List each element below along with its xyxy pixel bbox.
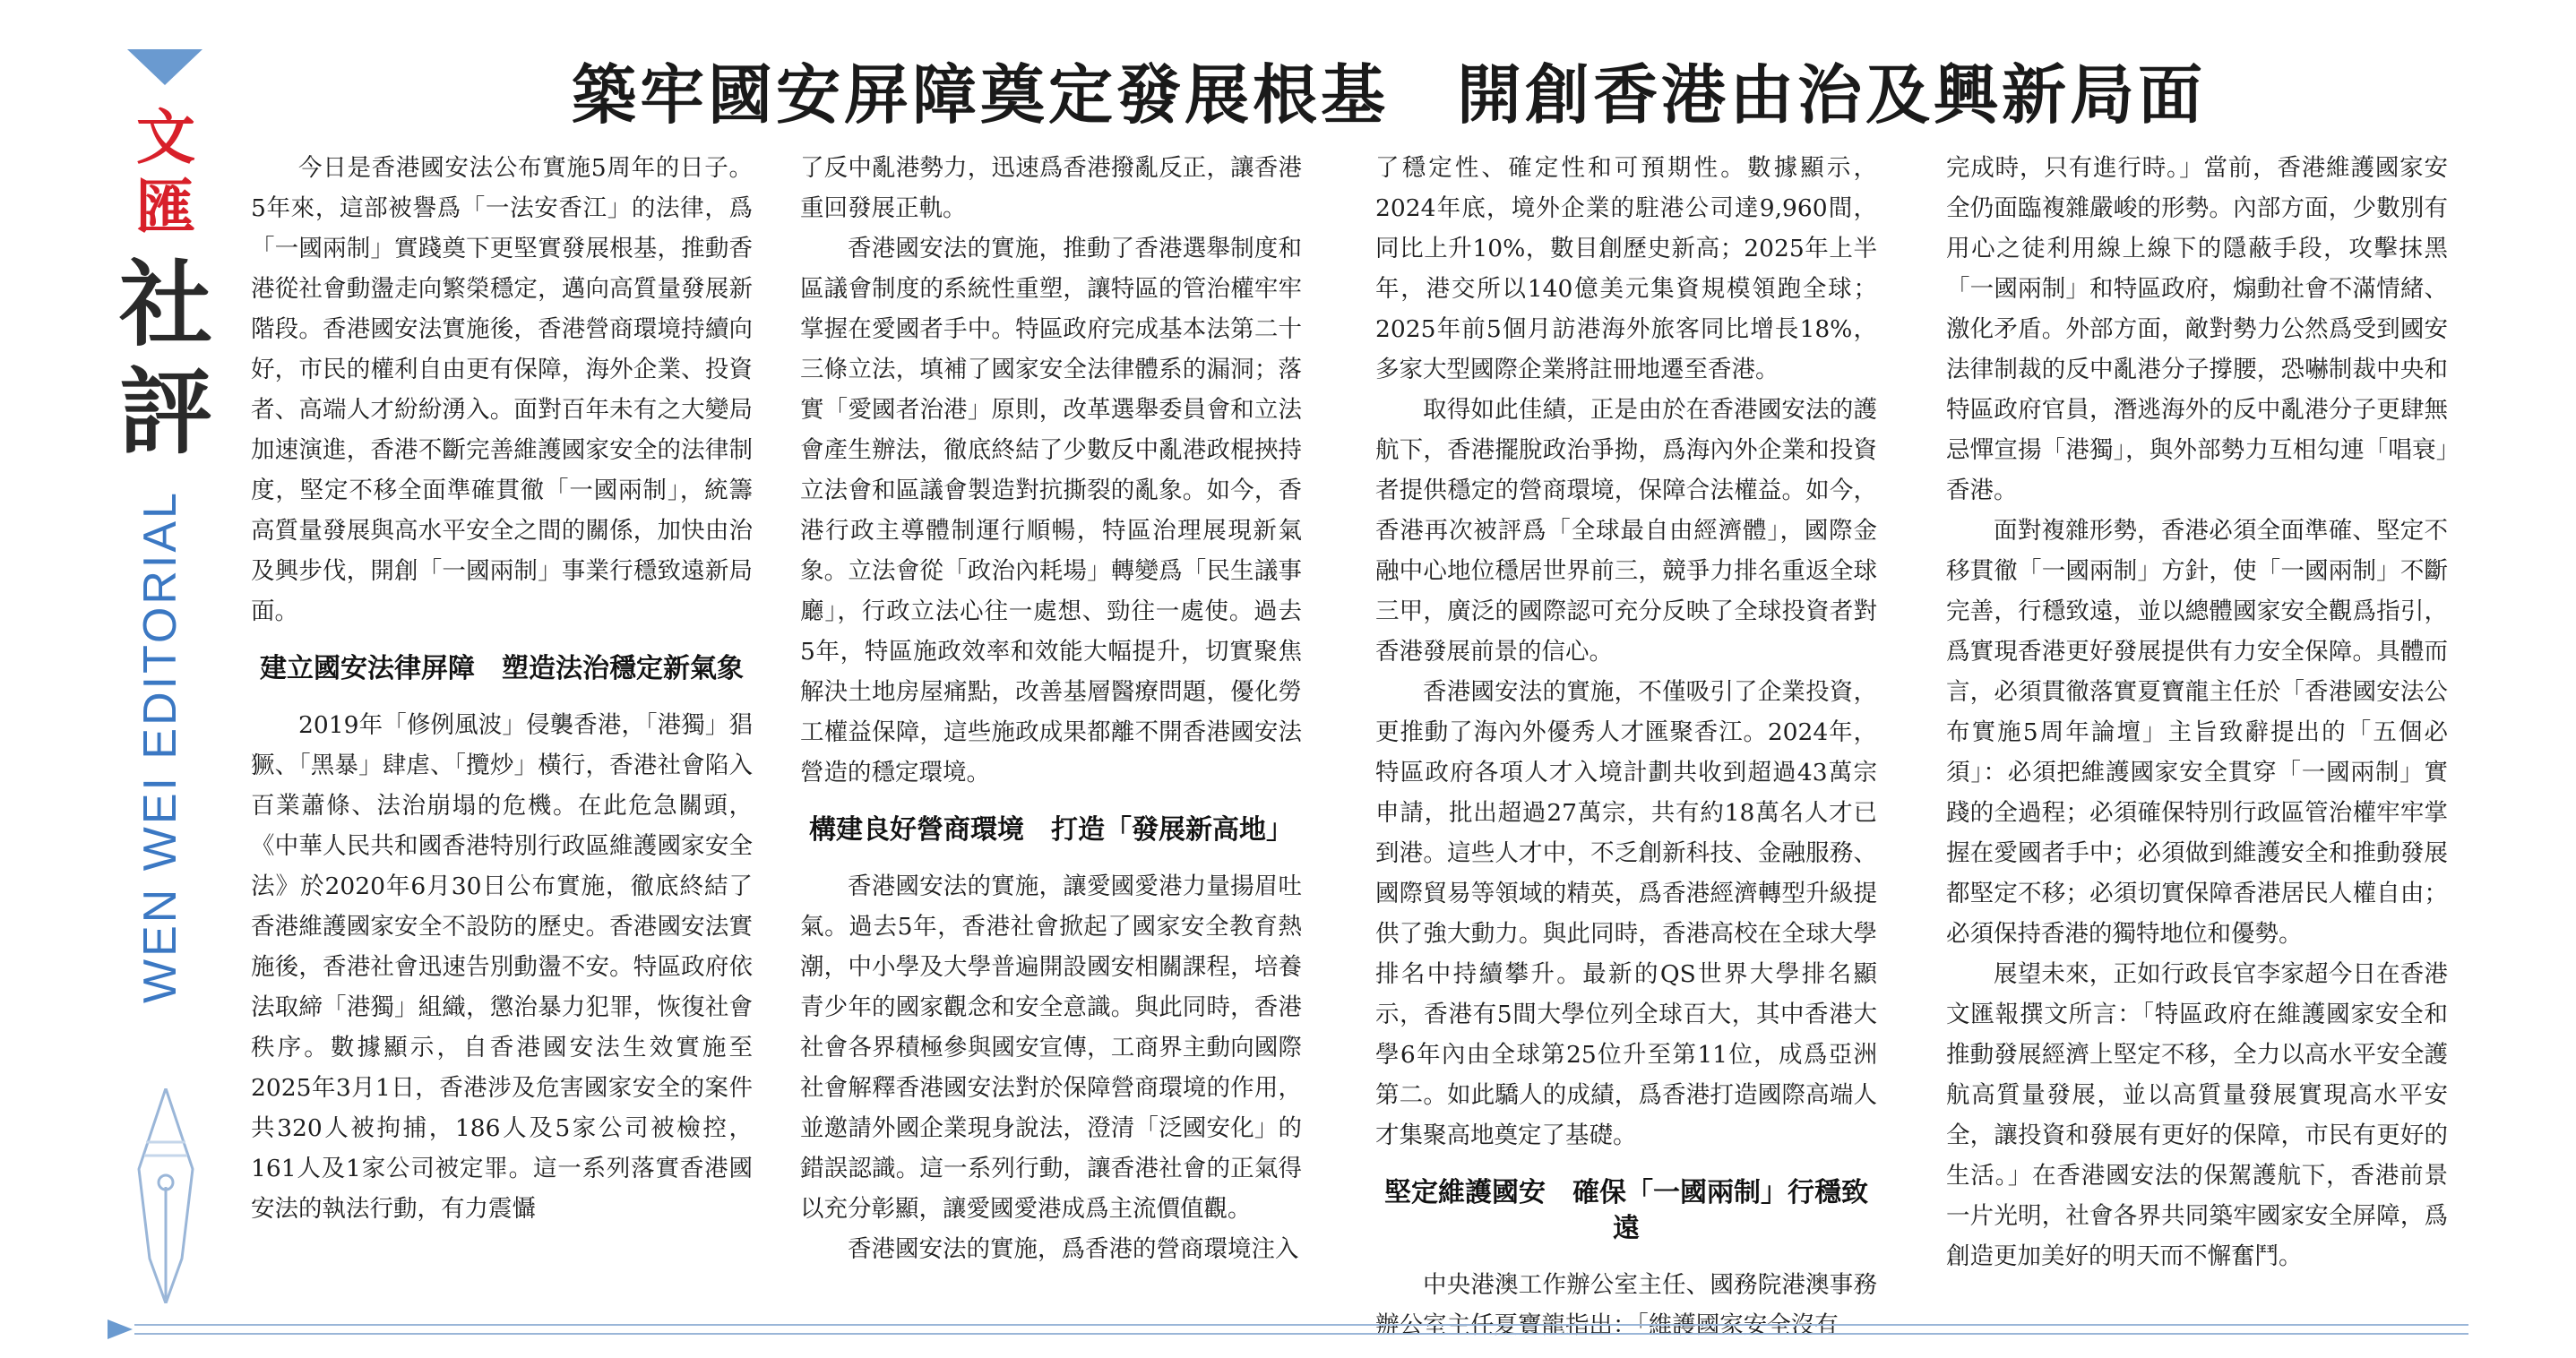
pen-nib-icon bbox=[130, 1088, 202, 1303]
page-title: 築牢國安屏障奠定發展根基 開創香港由治及興新局面 bbox=[571, 56, 2206, 133]
masthead bbox=[108, 49, 224, 1312]
brand-english-text: WEN WEI EDITORIAL bbox=[134, 490, 186, 1003]
corner-triangle-icon bbox=[127, 49, 202, 85]
paragraph: 展望未來，正如行政長官李家超今日在香港文匯報撰文所言：「特區政府在維護國家安全和推動發展經濟上堅定不移，全力以高水平安全護航高質量發展，並以高質量發展實現高水平安全，讓投資和發展有更好的保障，市民有更好的生活。」在香港國安法的保駕護航下，香港前景一片光明，社會各界共同築牢國家安全屏障，爲創造更加美好的明天而不懈奮鬥。 bbox=[1946, 960, 2448, 1270]
article-column-4 bbox=[1946, 148, 2448, 1276]
paragraph: 香港國安法的實施，不僅吸引了企業投資，更推動了海內外優秀人才匯聚香江。2024年，特區政府各項人才入境計劃共收到超過43萬宗申請，批出超過27萬宗，共有約18萬名人才已到港。這些人才中，不乏創新科技、金融服務、國際貿易等領域的精英，爲香港經濟轉型升級提供了強大動力。與此同時，香港高校在全球大學排名中持續攀升。最新的QS世界大學排名顯示，香港有5間大學位列全球百大，其中香港大學6年內由全球第25位升至第11位，成爲亞洲第二。如此驕人的成績，爲香港打造國際高端人才集聚高地奠定了基礎。 bbox=[1375, 678, 1877, 1149]
paragraph: 完成時，只有進行時。」當前，香港維護國家安全仍面臨複雜嚴峻的形勢。內部方面，少數別有用心之徒利用線上線下的隱蔽手段，攻擊抹黑「一國兩制」和特區政府，煽動社會不滿情緒、激化矛盾。外部方面，敵對勢力公然爲受到國安法律制裁的反中亂港分子撐腰，恐嚇制裁中央和特區政府官員，潛逃海外的反中亂港分子更肆無忌憚宣揚「港獨」，與外部勢力互相勾連「唱衰」香港。 bbox=[1946, 154, 2448, 504]
paragraph: 中央港澳工作辦公室主任、國務院港澳事務辦公室主任夏寶龍指出：「維護國家安全沒有 bbox=[1375, 1271, 1877, 1339]
paragraph: 香港國安法的實施，推動了香港選舉制度和區議會制度的系統性重塑，讓特區的管治權牢牢掌握在愛國者手中。特區政府完成基本法第二十三條立法，填補了國家安全法律體系的漏洞；落實「愛國者治港」原則，改革選舉委員會和立法會產生辦法，徹底終結了少數反中亂港政棍挾持立法會和區議會製造對抗撕裂的亂象。如今，香港行政主導體制運行順暢，特區治理展現新氣象。立法會從「政治內耗場」轉變爲「民生議事廳」，行政立法心往一處想、勁往一處使。過去5年，特區施政效率和效能大幅提升，切實聚焦解決土地房屋痛點，改善基層醫療問題，優化勞工權益保障，這些施政成果都離不開香港國安法營造的穩定環境。 bbox=[800, 235, 1302, 786]
paragraph: 了穩定性、確定性和可預期性。數據顯示，2024年底，境外企業的駐港公司達9,960間，同比上升10%，數目創歷史新高；2025年上半年，港交所以140億美元集資規模領跑全球；2025年前5個月訪港海外旅客同比增長18%，多家大型國際企業將註冊地遷至香港。 bbox=[1375, 154, 1877, 383]
bottom-rule bbox=[108, 1319, 2468, 1339]
brand-wenwei: 文匯 bbox=[136, 103, 195, 242]
paragraph: 了反中亂港勢力，迅速爲香港撥亂反正，讓香港重回發展正軌。 bbox=[800, 154, 1302, 222]
subheading: 構建良好營商環境 打造「發展新高地」 bbox=[809, 814, 1293, 846]
paragraph: 取得如此佳績，正是由於在香港國安法的護航下，香港擺脫政治爭拗，爲海內外企業和投資者提供穩定的營商環境，保障合法權益。如今，香港再次被評爲「全球最自由經濟體」，國際金融中心地位穩居世界前三，競爭力排名重返全球三甲，廣泛的國際認可充分反映了全球投資者對香港發展前景的信心。 bbox=[1375, 396, 1877, 666]
paragraph: 香港國安法的實施，爲香港的營商環境注入 bbox=[848, 1235, 1299, 1263]
article-column-3 bbox=[1375, 148, 1877, 1345]
paragraph: 2019年「修例風波」侵襲香港，「港獨」猖獗、「黑暴」肆虐、「攬炒」橫行，香港社會陷入百業蕭條、法治崩塌的危機。在此危急關頭，《中華人民共和國香港特別行政區維護國家安全法》於2020年6月30日公布實施，徹底終結了香港維護國家安全不設防的歷史。香港國安法實施後，香港社會迅速告別動盪不安。特區政府依法取締「港獨」組織，懲治暴力犯罪，恢復社會秩序。數據顯示，自香港國安法生效實施至2025年3月1日，香港涉及危害國家安全的案件共320人被拘捕，186人及5家公司被檢控，161人及1家公司被定罪。這一系列落實香港國安法的執法行動，有力震懾 bbox=[251, 711, 753, 1223]
article-column-1 bbox=[251, 148, 753, 1229]
paragraph: 今日是香港國安法公布實施5周年的日子。5年來，這部被譽爲「一法安香江」的法律，爲「一國兩制」實踐奠下更堅實發展根基，推動香港從社會動盪走向繁榮穩定，邁向高質量發展新階段。香港國安法實施後，香港營商環境持續向好，市民的權利自由更有保障，海外企業、投資者、高端人才紛紛湧入。面對百年未有之大變局加速演進，香港不斷完善維護國家安全的法律制度，堅定不移全面準確貫徹「一國兩制」，統籌高質量發展與高水平安全之間的關係，加快由治及興步伐，開創「一國兩制」事業行穩致遠新局面。 bbox=[251, 154, 753, 625]
paragraph: 香港國安法的實施，讓愛國愛港力量揚眉吐氣。過去5年，香港社會掀起了國家安全教育熱潮，中小學及大學普遍開設國安相關課程，培養青少年的國家觀念和安全意識。與此同時，香港社會各界積極參與國安宣傳，工商界主動向國際社會解釋香港國安法對於保障營商環境的作用，並邀請外國企業現身說法，澄清「泛國安化」的錯誤認識。這一系列行動，讓香港社會的正氣得以充分彰顯，讓愛國愛港成爲主流價值觀。 bbox=[800, 872, 1302, 1223]
subheading: 建立國安法律屏障 塑造法治穩定新氣象 bbox=[260, 653, 744, 684]
article-column-2 bbox=[800, 148, 1302, 1269]
subheading: 堅定維護國安 確保「一國兩制」行穩致遠 bbox=[1384, 1177, 1868, 1244]
paragraph: 面對複雜形勢，香港必須全面準確、堅定不移貫徹「一國兩制」方針，使「一國兩制」不斷完善，行穩致遠，並以總體國家安全觀爲指引，爲實現香港更好發展提供有力安全保障。具體而言，必須貫徹落實夏寶龍主任於「香港國安法公布實施5周年論壇」主旨致辭提出的「五個必須」：必須把維護國家安全貫穿「一國兩制」實踐的全過程；必須確保特別行政區管治權牢牢掌握在愛國者手中；必須做到維護安全和推動發展都堅定不移；必須切實保障香港居民人權自由；必須保持香港的獨特地位和優勢。 bbox=[1946, 517, 2448, 948]
brand-editorial-title: 社評 bbox=[118, 249, 212, 467]
